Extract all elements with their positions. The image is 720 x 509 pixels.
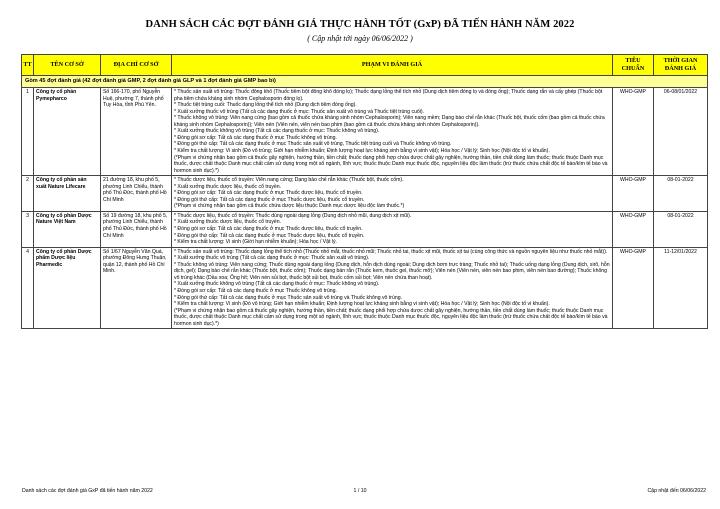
scope-line: * Xuất xưởng thuốc vô trùng (Tất cả các dạng thuốc ở mục: Thuốc sản xuất vô trùng). xyxy=(174,255,370,262)
scope-line: * Kiểm tra chất lượng: Vi sinh (Đó vô trùng; Giới hạn nhiễm khuẩn; Định lượng hoạt lực kháng sinh bằng vi sinh vật); Hóa học / Vật lý; Sinh học (Nội độc tố vi khuẩn). xyxy=(174,148,550,155)
table-row xyxy=(22,211,708,247)
evaluation-time: 11-12/01/2022 xyxy=(654,247,708,329)
evaluation-time: 06-08/01/2022 xyxy=(654,88,708,176)
scope-line: * Xuất xưởng thuốc vô trùng (Tất cả các dạng thuốc ở mục: Thuốc sản xuất vô trùng và Thuốc tiệt trùng cuối). xyxy=(174,108,425,115)
evaluation-time: 08-01-2022 xyxy=(654,211,708,247)
scope-line: * Đóng gói sơ cấp: Tất cả các dạng thuốc ở mục Thuốc không vô trùng. xyxy=(174,287,337,294)
scope-line: * Đóng gói thứ cấp: Tất cả các dạng thuốc ở mục Thuốc dược liệu, thuốc cổ truyền. xyxy=(174,232,365,239)
header-name: TÊN CƠ SỞ xyxy=(34,55,101,76)
evaluation-scope xyxy=(172,176,613,212)
evaluation-scope xyxy=(172,88,613,176)
header-scope: PHẠM VI ĐÁNH GIÁ xyxy=(172,55,613,76)
table-row xyxy=(22,176,708,212)
standard: WHO-GMP xyxy=(613,176,654,212)
row-number: 3 xyxy=(22,211,34,247)
header-time: THỜI GIAN ĐÁNH GIÁ xyxy=(654,55,708,76)
facility-address: Số 1/67 Nguyễn Văn Quá, phường Đông Hưng Thuận, quận 12, thành phố Hồ Chí Minh. xyxy=(101,247,172,329)
scope-line: * Thuốc sản xuất vô trùng: Thuốc dạng lỏng thể tích nhỏ (Thuốc nhỏ mắt, thuốc nhỏ mũi; Thuốc nhỏ tai, thuốc xịt mũi, thuốc xịt tai (cùng công thức và nguồn nguyên liệu như thuốc nhỏ mắt)). xyxy=(174,248,608,255)
scope-line: * Kiểm tra chất lượng: Vi sinh (Đó vô trùng; Giới hạn nhiễm khuẩn; Định lượng hoạt lực kháng sinh bằng vi sinh vật); Hóa học / Vật lý; Sinh học (Nội độc tố vi khuẩn). xyxy=(174,301,550,308)
footer-page-number: 1 / 10 xyxy=(353,488,367,494)
scope-line: * Đóng gói sơ cấp: Tất cả các dạng thuốc ở mục Thuốc không vô trùng. xyxy=(174,134,337,141)
document-subtitle: ( Cập nhật tới ngày 06/06/2022 ) xyxy=(307,34,413,43)
standard: WHO-GMP xyxy=(613,88,654,176)
facility-address: Số 166-170, phố Nguyễn Huệ, phường 7, thành phố Tuy Hòa, tỉnh Phú Yên. xyxy=(101,88,172,176)
scope-line: * Thuốc sản xuất vô trùng: Thuốc đông khô (Thuốc tiêm bột đông khô đóng lọ); Thuốc dạng lỏng thể tích nhỏ (Dung dịch tiêm đóng lọ và đóng ống); Thuốc dạng rắn và cấy ghép (Thuốc bột pha tiêm chứa kháng sinh nhóm Cephalosporin đóng lọ). xyxy=(174,89,603,102)
scope-line: * Đóng gói thứ cấp: Tất cả các dạng thuốc ở mục Thuốc dược liệu, thuốc cổ truyền. xyxy=(174,196,365,203)
group-summary-text: Gồm 45 đợt đánh giá (42 đợt đánh giá GMP, 2 đợt đánh giá GLP và 1 đợt đánh giá GMP bao bì) xyxy=(22,76,708,88)
facility-address: Số 19 đường 18, khu phố 5, phường Linh Chiểu, thành phố Thủ Đức, thành phố Hồ Chí Minh xyxy=(101,211,172,247)
table-row xyxy=(22,247,708,329)
header-address: ĐỊA CHỈ CƠ SỞ xyxy=(101,55,172,76)
gxp-table xyxy=(21,54,708,329)
evaluation-scope xyxy=(172,211,613,247)
facility-name: Công ty cổ phần Dược Nature Việt Nam xyxy=(34,211,101,247)
document-title: DANH SÁCH CÁC ĐỢT ĐÁNH GIÁ THỰC HÀNH TỐT (GxP) ĐÃ TIẾN HÀNH NĂM 2022 xyxy=(145,19,575,30)
scope-line: * Thuốc không vô trùng: Viên nang cứng (bao gồm cả thuốc chứa kháng sinh nhóm Cephalosporin); Viên nang mềm; Dạng bào chế rắn khác (Thuốc bột, thuốc cốm (bao gồm cả thuốc chứa kháng sinh nhóm Cephalosporin)); Viên nén (Viên nén, viên nén bao phim (bao gồm cả thuốc chứa kháng sinh nhóm Cephalosporin)). xyxy=(174,115,605,128)
scope-line: * Xuất xưởng thuốc dược liệu, thuốc cổ truyền. xyxy=(174,219,282,226)
standard: WHO-GMP xyxy=(613,211,654,247)
footer-left: Danh sách các đợt đánh giá GxP đã tiến hành năm 2022 xyxy=(22,488,153,494)
scope-line: * Thuốc không vô trùng: Viên nang cứng; Thuốc dùng ngoài dạng lỏng (Dung dịch, hỗn dịch dùng ngoài; Dung dịch bơm trực tràng; Thuốc nhỏ tai); Thuốc uống dạng lỏng (Dung dịch, sirô, hỗn dịch, gel); Dạng bào chế rắn khác (Thuốc bột, thuốc cốm); Thuốc dạng bán rắn (Thuốc kem, thuốc gel, thuốc mỡ); Viên nén (Viên nén, viên nén bao phim, viên nén bao đường); Thuốc không vô trùng khác (Dầu xoa; Ống hít; Viên nén sủi bọt, thuốc bột sủi bọt, thuốc cốm sủi bọt; Viên nén chứa than hoạt). xyxy=(174,261,610,281)
scope-line: (*Phạm vi chứng nhận bao gồm cả thuốc chứa dược liệu thuộc Danh mục dược liệu độc làm thuốc.*) xyxy=(174,203,405,210)
scope-line: (*Phạm vi chứng nhận bao gồm cả thuốc gây nghiện, hướng thần, tiền chất; thuốc dạng phối hợp chứa dược chất gây nghiện, hướng thần, tiền chất dùng làm thuốc; thuốc thuộc Danh mục thuốc, dược chất thuộc Danh mục chất cấm sử dụng trong một số ngành, lĩnh vực; thuốc thuộc Danh mục thuốc độc, nguyên liệu độc làm thuốc (trừ thuốc chứa chất độc tế bào/kìm tế bào và hormon sinh dục).*) xyxy=(174,154,608,174)
facility-name: Công ty cổ phần sản xuất Nature Lifecare xyxy=(34,176,101,212)
facility-name: Công ty cổ phần Pymepharco xyxy=(34,88,101,176)
scope-line: * Đóng gói thứ cấp: Tất cả các dạng thuốc ở mục Thuốc sản xuất vô trùng, Thuốc tiệt trùng cuối và Thuốc không vô trùng. xyxy=(174,141,452,148)
scope-line: * Thuốc dược liệu, thuốc cổ truyền: Viên nang cứng; Dạng bào chế rắn khác (Thuốc bột, thuốc cốm). xyxy=(174,177,404,184)
scope-line: * Xuất xưởng thuốc không vô trùng (Tất cả các dạng thuốc ở mục: Thuốc không vô trùng). xyxy=(174,128,380,135)
scope-line: (*Phạm vi chứng nhận bao gồm cả thuốc gây nghiện, hướng thần, tiền chất; thuốc dạng phối hợp chứa dược chất gây nghiện, hướng thần, tiền chất dùng làm thuốc; thuốc thuộc Danh mục thuốc, dược chất thuộc Danh mục chất cấm sử dụng trong một số ngành, lĩnh vực; thuốc thuộc Danh mục thuốc độc, nguyên liệu độc làm thuốc (trừ thuốc chứa chất độc tế bào/kìm tế bào và hormon sinh dục).*) xyxy=(174,307,608,327)
scope-line: * Đóng gói sơ cấp: Tất cả các dạng thuốc ở mục Thuốc dược liệu, thuốc cổ truyền. xyxy=(174,190,363,197)
header-tt: TT xyxy=(22,55,34,76)
standard: WHO-GMP xyxy=(613,247,654,329)
scope-line: * Xuất xưởng thuốc dược liệu, thuốc cổ truyền. xyxy=(174,183,282,190)
footer-right: Cập nhật đến 06/06/2022 xyxy=(647,488,706,494)
scope-line: * Kiểm tra chất lượng: Vi sinh (Giới hạn nhiễm khuẩn); Hóa học / Vật lý. xyxy=(174,239,337,246)
scope-line: * Đóng gói thứ cấp: Tất cả các dạng thuốc ở mục Thuốc sản xuất vô trùng và Thuốc không vô trùng. xyxy=(174,294,402,301)
table-row xyxy=(22,88,708,176)
scope-line: * Xuất xưởng thuốc không vô trùng (Tất cả các dạng thuốc ở mục: Thuốc không vô trùng). xyxy=(174,281,380,288)
row-number: 1 xyxy=(22,88,34,176)
header-standard: TIÊU CHUẨN xyxy=(613,55,654,76)
facility-address: 21 đường 18, khu phố 5, phường Linh Chiểu, thành phố Thủ Đức, thành phố Hồ Chí Minh xyxy=(101,176,172,212)
facility-name: Công ty cổ phần Dược phẩm Dược liệu Pharmedic xyxy=(34,247,101,329)
scope-line: * Thuốc tiệt trùng cuối: Thuốc dạng lỏng thể tích nhỏ (Dung dịch tiêm đóng ống). xyxy=(174,102,357,109)
evaluation-scope xyxy=(172,247,613,329)
scope-line: * Đóng gói sơ cấp: Tất cả các dạng thuốc ở mục Thuốc dược liệu, thuốc cổ truyền. xyxy=(174,226,363,233)
row-number: 4 xyxy=(22,247,34,329)
row-number: 2 xyxy=(22,176,34,212)
evaluation-time: 08-01-2022 xyxy=(654,176,708,212)
table-header-row xyxy=(22,55,708,76)
group-summary-row xyxy=(22,76,708,88)
scope-line: * Thuốc dược liệu, thuốc cổ truyền: Thuốc dùng ngoài dạng lỏng (Dung dịch nhỏ mũi, dung dịch xịt mũi). xyxy=(174,212,412,219)
